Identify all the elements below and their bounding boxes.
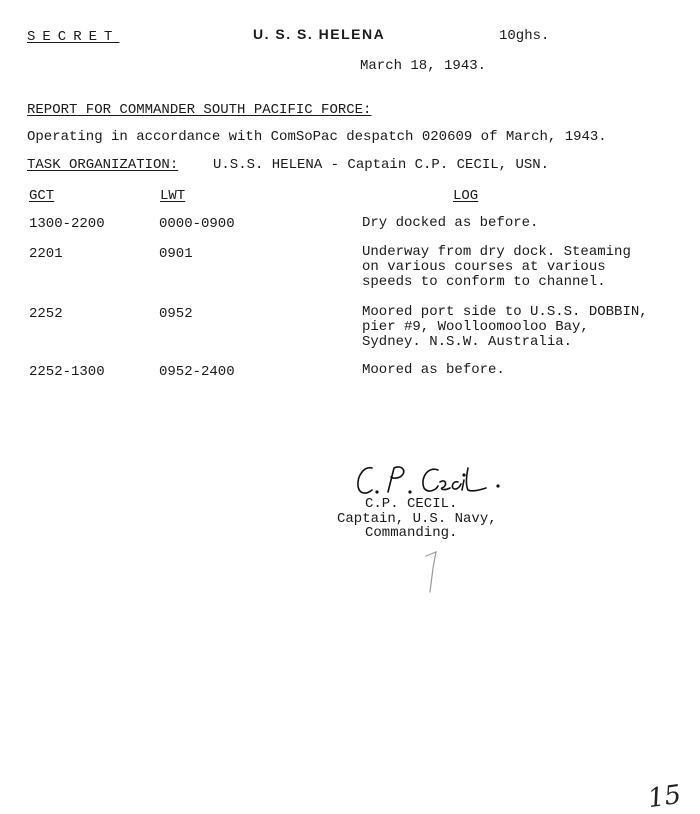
classification-label: SECRET xyxy=(27,29,120,45)
table-row-gct: 2252 xyxy=(29,306,63,322)
table-row-gct: 2252-1300 xyxy=(29,364,105,380)
report-date: March 18, 1943. xyxy=(360,58,487,74)
log-header: LOG xyxy=(453,188,479,204)
table-row-lwt: 0952 xyxy=(159,306,193,322)
page-number: 15 xyxy=(646,779,684,814)
log-line: Sydney. N.S.W. Australia. xyxy=(362,334,573,350)
table-row-lwt: 0901 xyxy=(159,246,193,262)
log-line: Moored as before. xyxy=(362,362,505,378)
signatory-role: Commanding. xyxy=(365,525,458,541)
lwt-header: LWT xyxy=(160,188,186,204)
table-row-lwt: 0952-2400 xyxy=(159,364,235,380)
report-title: REPORT FOR COMMANDER SOUTH PACIFIC FORCE: xyxy=(27,102,372,118)
log-line: on various courses at various xyxy=(362,259,606,275)
table-row-log xyxy=(362,305,648,350)
pencil-mark xyxy=(420,548,450,598)
table-row-log xyxy=(362,216,538,231)
signatory-name: C.P. CECIL. xyxy=(365,496,458,512)
time-code: 10ghs. xyxy=(499,28,550,44)
operating-line: Operating in accordance with ComSoPac despatch 020609 of March, 1943. xyxy=(27,129,607,145)
table-row-gct: 2201 xyxy=(29,246,63,262)
ship-name: U. S. S. HELENA xyxy=(253,26,386,42)
task-org-value: U.S.S. HELENA - Captain C.P. CECIL, USN. xyxy=(213,157,550,173)
log-line: Moored port side to U.S.S. DOBBIN, xyxy=(362,304,648,320)
gct-header: GCT xyxy=(29,188,55,204)
log-line: Underway from dry dock. Steaming xyxy=(362,244,631,260)
table-row-log xyxy=(362,363,505,378)
table-row-lwt: 0000-0900 xyxy=(159,216,235,232)
signatory-rank: Captain, U.S. Navy, xyxy=(337,511,497,527)
table-row-log xyxy=(362,245,631,290)
log-line: speeds to conform to channel. xyxy=(362,274,606,290)
task-org-label: TASK ORGANIZATION: xyxy=(27,157,179,173)
table-row-gct: 1300-2200 xyxy=(29,216,105,232)
log-line: Dry docked as before. xyxy=(362,215,539,231)
log-line: pier #9, Woolloomooloo Bay, xyxy=(362,319,589,335)
